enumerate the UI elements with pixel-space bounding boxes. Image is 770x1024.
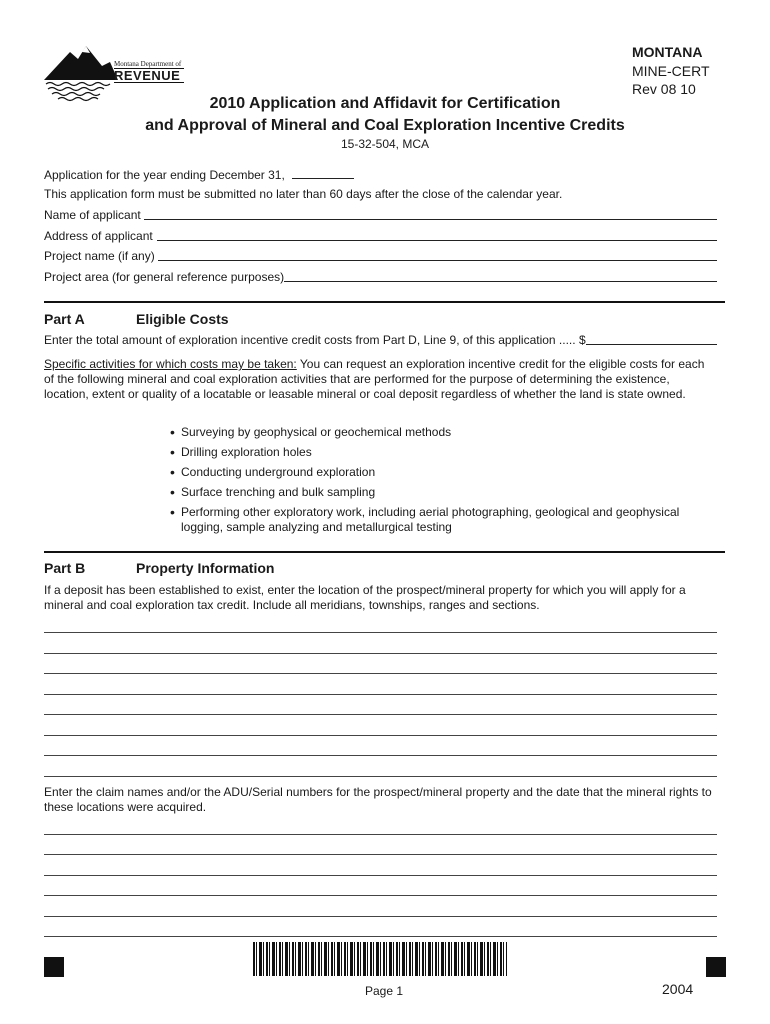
year-ending-row [44, 167, 354, 183]
part-b-heading: Property Information [136, 560, 275, 576]
address-field[interactable] [157, 229, 717, 241]
location-line[interactable] [44, 714, 717, 715]
project-area-field[interactable] [284, 270, 717, 282]
claims-line[interactable] [44, 854, 717, 855]
location-line[interactable] [44, 694, 717, 695]
claims-line[interactable] [44, 834, 717, 835]
deadline-text: This application form must be submitted no later than 60 days after the close of the calendar year. [44, 187, 563, 201]
list-item: • Surface trenching and bulk sampling [170, 485, 715, 500]
page-title-line2: and Approval of Mineral and Coal Exploration Incentive Credits [145, 117, 625, 134]
address-row [44, 229, 717, 244]
location-line[interactable] [44, 653, 717, 654]
claims-instructions: Enter the claim names and/or the ADU/Serial numbers for the prospect/mineral property and the date that the mineral rights to these locations were acquired. [44, 785, 712, 814]
location-instructions: If a deposit has been established to exist, enter the location of the prospect/mineral property for which you will apply for a mineral and coal exploration tax credit. Include all meridians, townships, ranges and sections. [44, 583, 686, 612]
list-item: • Surveying by geophysical or geochemical methods [170, 425, 715, 440]
year-field[interactable] [292, 167, 354, 179]
form-revision: Rev 08 10 [632, 81, 696, 97]
name-row [44, 208, 717, 223]
list-item: • Conducting underground exploration [170, 465, 715, 480]
list-item: • Performing other exploratory work, including aerial photographing, geological and geophysical logging, sample analyzing and metallurgical testing [170, 505, 715, 535]
corner-mark-left [44, 957, 64, 977]
activities-lead: Specific activities for which costs may be taken: [44, 357, 297, 371]
location-line[interactable] [44, 632, 717, 633]
year-ending-label: Application for the year ending December 31, [44, 168, 285, 182]
logo-dept-line: Montana Department of [114, 60, 182, 68]
corner-mark-right [706, 957, 726, 977]
name-label: Name of applicant [44, 208, 141, 222]
logo-revenue: REVENUE [114, 68, 184, 83]
claims-line[interactable] [44, 895, 717, 896]
state-label: MONTANA [632, 44, 703, 60]
claims-line[interactable] [44, 875, 717, 876]
claims-line[interactable] [44, 916, 717, 917]
location-line[interactable] [44, 735, 717, 736]
project-area-label: Project area (for general reference purposes) [44, 270, 285, 284]
activities-list [170, 425, 715, 540]
project-name-field[interactable] [158, 249, 717, 261]
barcode [253, 942, 507, 976]
total-costs-field[interactable] [586, 333, 717, 345]
activities-text: You can request an exploration incentive credit for the eligible costs for each of the following mineral and coal exploration activities that are performed for the purpose of determining the existence, location, extent or quality of a locatable or leasable mineral or coal deposit regardless of whether the land is state owned. [44, 357, 705, 401]
name-field[interactable] [144, 208, 717, 220]
project-name-row [44, 249, 717, 264]
revenue-logo [44, 42, 189, 102]
form-code: 2004 [662, 981, 694, 997]
divider [44, 551, 725, 553]
claims-line[interactable] [44, 936, 717, 937]
statute-reference: 15-32-504, MCA [340, 137, 430, 151]
page-title-line1: 2010 Application and Affidavit for Certification [209, 95, 561, 112]
divider [44, 301, 725, 303]
address-label: Address of applicant [44, 229, 153, 243]
part-a-heading: Eligible Costs [136, 311, 229, 327]
project-name-label: Project name (if any) [44, 249, 155, 263]
activities-paragraph [44, 357, 716, 402]
page-number: Page 1 [365, 984, 404, 998]
location-line[interactable] [44, 673, 717, 674]
part-b-label: Part B [44, 560, 86, 576]
total-costs-label: Enter the total amount of exploration incentive credit costs from Part D, Line 9, of this application ..... $ [44, 333, 586, 347]
total-costs-row [44, 333, 717, 348]
form-id: MINE-CERT [632, 63, 710, 79]
list-item: • Drilling exploration holes [170, 445, 715, 460]
part-a-label: Part A [44, 311, 85, 327]
location-line[interactable] [44, 755, 717, 756]
project-area-row [44, 270, 717, 285]
location-line[interactable] [44, 776, 717, 777]
